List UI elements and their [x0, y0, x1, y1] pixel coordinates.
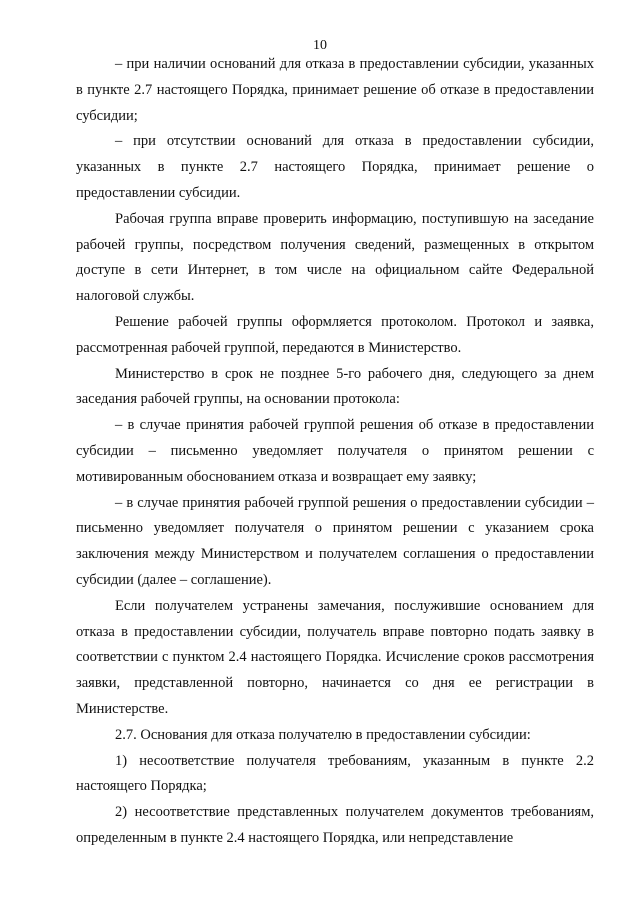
paragraph-approval-notice: – в случае принятия рабочей группой решения о предоставлении субсидии – письменно уведомляет получателя о принятом решении с указанием срока заключения между Министерством и получателем соглашения о предоставлении субсидии (далее – соглашение).: [76, 494, 594, 588]
paragraph-ministry-deadline: Министерство в срок не позднее 5-го рабочего дня, следующего за днем заседания рабочей группы, на основании протокола:: [76, 365, 594, 408]
paragraph-protocol: Решение рабочей группы оформляется протоколом. Протокол и заявка, рассмотренная рабочей группой, передаются в Министерство.: [76, 313, 594, 356]
document-body: [76, 52, 594, 852]
paragraph-working-group-check: Рабочая группа вправе проверить информацию, поступившую на заседание рабочей группы, посредством получения сведений, размещенных в открытом доступе в сети Интернет, в том числе на официальном сайте Федеральной налоговой службы.: [76, 210, 594, 305]
section-heading-2-7: 2.7. Основания для отказа получателю в предоставлении субсидии:: [115, 726, 531, 743]
list-item-2: 2) несоответствие представленных получателем документов требованиям, определенным в пункте 2.4 настоящего Порядка, или непредставление: [76, 804, 594, 846]
paragraph-resubmission: Если получателем устранены замечания, послужившие основанием для отказа в предоставлении субсидии, получатель вправе повторно подать заявку в соответствии с пунктом 2.4 настоящего Порядка. Исчисление сроков рассмотрения заявки, представленной повторно, начинается со дня ее регистрации в Министерстве.: [76, 597, 594, 717]
paragraph-refusal-decision: – при наличии оснований для отказа в предоставлении субсидии, указанных в пункте 2.7 настоящего Порядка, принимает решение об отказе в предоставлении субсидии;: [76, 56, 594, 124]
paragraph-approval-decision: – при отсутствии оснований для отказа в предоставлении субсидии, указанных в пункте 2.7 настоящего Порядка, принимает решение о предоставлении субсидии.: [76, 133, 594, 201]
list-item-1: 1) несоответствие получателя требованиям, указанным в пункте 2.2 настоящего Порядка;: [76, 752, 594, 795]
page-number: 10: [313, 38, 327, 53]
paragraph-refusal-notice: – в случае принятия рабочей группой решения об отказе в предоставлении субсидии – письменно уведомляет получателя о принятом решении с мотивированным обоснованием отказа и возвращает ему заявку;: [76, 417, 594, 485]
